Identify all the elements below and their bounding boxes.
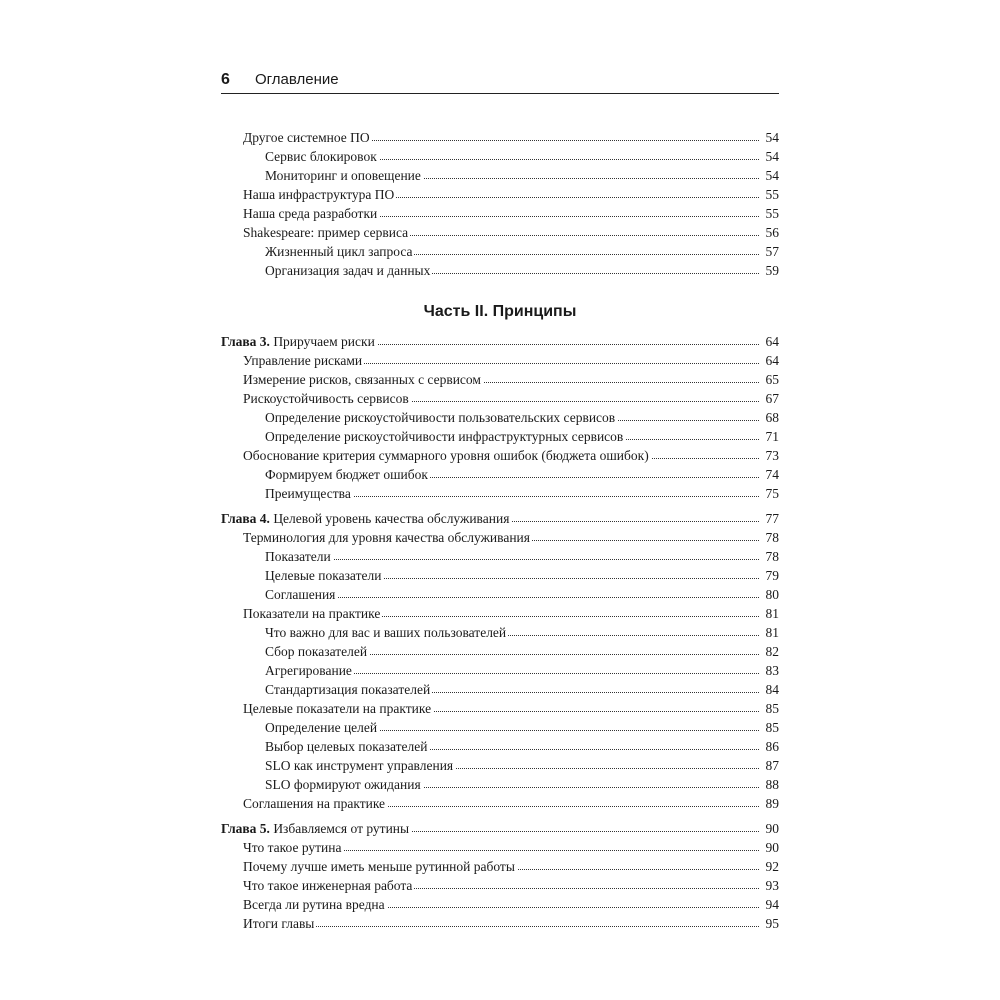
toc-entry-page: 89 [765,796,779,811]
toc-entry [0,661,779,680]
toc-entry-title: Мониторинг и оповещение [265,168,421,183]
toc-entry-page: 92 [765,859,779,874]
leader-dots [243,926,759,927]
toc-entry-page: 78 [765,530,779,545]
toc-entry-title: Показатели [265,549,331,564]
toc-entry-title: Организация задач и данных [265,263,431,278]
toc-entry-title: Всегда ли рутина вредна [243,897,385,912]
toc-entry [0,642,779,661]
toc-entry-page: 73 [765,448,779,463]
toc-entry-page: 85 [765,701,779,716]
toc-entry [0,484,779,503]
toc-entry-title: Итоги главы [243,916,315,931]
toc-entry [0,223,779,242]
toc-entry-title: SLO как инструмент управления [265,758,454,773]
toc-entry [0,185,779,204]
toc-entry-title: Сервис блокировок [265,149,377,164]
toc-entry-page: 67 [765,391,779,406]
toc-entry [0,242,779,261]
toc-entry-page: 57 [765,244,779,259]
toc-entry-page: 86 [765,739,779,754]
page-number: 6 [221,71,230,88]
toc-entry-title: Соглашения на практике [243,796,386,811]
toc-entry [0,351,779,370]
toc-chapter-entry [0,509,779,528]
toc-entry [0,838,779,857]
toc-entry-title: Соглашения [265,587,336,602]
toc-entry-title: Стандартизация показателей [265,682,431,697]
toc-entry-page: 79 [765,568,779,583]
toc-entry [0,737,779,756]
toc-entry-page: 78 [765,549,779,564]
toc-entry-title: Преимущества [265,486,351,501]
toc-entry [0,914,779,933]
toc-entry [0,604,779,623]
toc-entry-page: 74 [765,467,779,482]
toc-entry [0,718,779,737]
toc-entry-page: 87 [765,758,779,773]
toc-entry-title: Определение целей [265,720,378,735]
toc-entry-page: 85 [765,720,779,735]
toc-entry-page: 94 [765,897,779,912]
toc-entry-title: Наша среда разработки [243,206,378,221]
toc-entry-page: 81 [765,606,779,621]
toc-entry-title: Рискоустойчивость сервисов [243,391,409,406]
toc-entry [0,756,779,775]
toc-entry [0,699,779,718]
toc-entry-page: 68 [765,410,779,425]
chapter-label: Глава 4. [221,511,270,526]
toc-entry-title: Глава 4. Целевой уровень качества обслуживания [221,511,510,526]
toc-entry-page: 88 [765,777,779,792]
toc-entry [0,408,779,427]
toc-entry-title: Формируем бюджет ошибок [265,467,428,482]
toc-entry-page: 59 [765,263,779,278]
toc-entry-title: SLO формируют ожидания [265,777,421,792]
toc-entry-title: Что такое инженерная работа [243,878,413,893]
toc-entry-page: 77 [765,511,779,526]
toc-entry-page: 83 [765,663,779,678]
toc-entry-page: 90 [765,840,779,855]
toc-entry [0,895,779,914]
toc-entry-page: 84 [765,682,779,697]
toc-entry-title: Выбор целевых показателей [265,739,428,754]
toc-entry [0,370,779,389]
toc-entry-page: 93 [765,878,779,893]
toc-chapter-entry [0,819,779,838]
toc-entry-title: Глава 5. Избавляемся от рутины [221,821,410,836]
toc-entry-page: 80 [765,587,779,602]
toc-entry-title: Что важно для вас и ваших пользователей [265,625,507,640]
header-title: Оглавление [255,71,339,88]
toc-entry-page: 64 [765,334,779,349]
leader-dots [265,597,759,598]
toc-entry-title: Агрегирование [265,663,352,678]
toc-entry-title: Почему лучше иметь меньше рутинной работы [243,859,515,874]
chapter-label: Глава 3. [221,334,270,349]
toc-entry-title: Управление рисками [243,353,363,368]
toc-entry-title: Целевые показатели [265,568,382,583]
toc-entry [0,857,779,876]
toc-chapter-entry [0,332,779,351]
toc-entry-page: 54 [765,130,779,145]
toc-entry-page: 81 [765,625,779,640]
toc-entry [0,166,779,185]
toc-entry [0,389,779,408]
toc-entry [0,566,779,585]
toc-entry-page: 65 [765,372,779,387]
toc-entry [0,585,779,604]
toc-entry [0,528,779,547]
toc-entry-page: 55 [765,187,779,202]
toc-entry-title: Обоснование критерия суммарного уровня ошибок (бюджета ошибок) [243,448,649,463]
toc-entry-title: Терминология для уровня качества обслуживания [243,530,530,545]
toc-entry-page: 54 [765,149,779,164]
toc-entry [0,427,779,446]
toc-entry [0,775,779,794]
toc-entry-title: Другое системное ПО [243,130,370,145]
toc-entry [0,147,779,166]
toc-entry [0,876,779,895]
toc-entry-title: Что такое рутина [243,840,342,855]
toc-entry-title: Целевые показатели на практике [243,701,432,716]
toc-entry-title: Жизненный цикл запроса [265,244,413,259]
toc-entry [0,128,779,147]
part-title: Часть II. Принципы [423,303,577,320]
toc-entry [0,204,779,223]
toc-entry [0,446,779,465]
toc-entry-page: 64 [765,353,779,368]
toc-entry-title: Наша инфраструктура ПО [243,187,395,202]
toc-entry-title: Определение рискоустойчивости пользовательских сервисов [265,410,616,425]
toc-entry-title: Определение рискоустойчивости инфраструктурных сервисов [265,429,624,444]
toc-entry-title: Глава 3. Приручаем риски [221,334,375,349]
leader-dots [265,559,759,560]
toc-entry-page: 90 [765,821,779,836]
toc-entry [0,680,779,699]
toc-entry-title: Показатели на практике [243,606,381,621]
toc-entry [0,465,779,484]
toc-entry-title: Измерение рисков, связанных с сервисом [243,372,481,387]
toc-entry-page: 95 [765,916,779,931]
toc-entry [0,794,779,813]
toc-entry [0,623,779,642]
toc-entry-page: 82 [765,644,779,659]
toc-entry [0,261,779,280]
toc-entry-page: 55 [765,206,779,221]
toc-entry-page: 54 [765,168,779,183]
toc-entry-title: Сбор показателей [265,644,368,659]
chapter-label: Глава 5. [221,821,270,836]
toc-entry-title: Shakespeare: пример сервиса [243,225,409,240]
toc-entry-page: 56 [765,225,779,240]
toc-entry-page: 71 [765,429,779,444]
toc-entry-page: 75 [765,486,779,501]
toc-entry [0,547,779,566]
